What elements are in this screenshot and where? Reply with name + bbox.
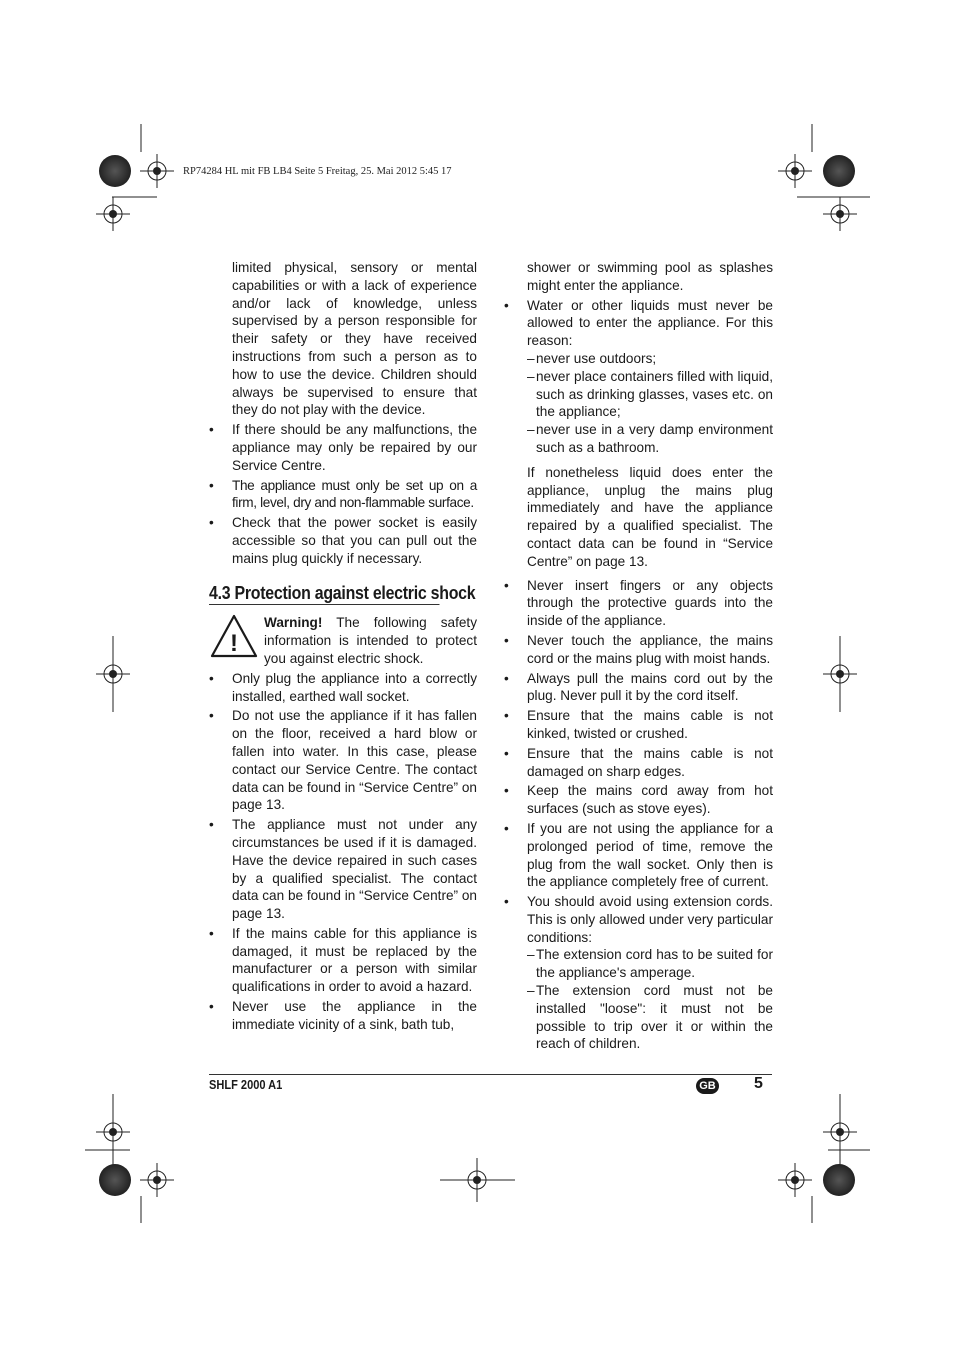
list-item — [209, 998, 477, 1034]
list-item-text: The appliance must not under any circumstances be used if it is damaged. Have the device repaired in such cases by a qualified specialist. The contact data can be found in “Service Centre” on page 13. — [232, 817, 477, 922]
warning-text: The following safety information is intended to protect you against electric shock. — [264, 615, 477, 666]
list-item — [504, 297, 773, 350]
bullet-icon: • — [504, 632, 509, 648]
bullet-icon: • — [504, 670, 509, 686]
bullet-icon: • — [504, 820, 509, 836]
bullet-icon: • — [209, 708, 214, 724]
bullet-icon: • — [209, 670, 214, 686]
dash-icon: – — [527, 422, 535, 438]
warning-triangle-icon — [209, 613, 259, 659]
bullet-icon: • — [504, 783, 509, 799]
list-item — [504, 707, 773, 743]
dash-item — [504, 368, 773, 421]
list-item — [504, 893, 773, 946]
model-number: SHLF 2000 A1 — [209, 1077, 283, 1092]
bullet-icon: • — [209, 999, 214, 1015]
bullet-icon: • — [504, 297, 509, 313]
dash-item-text: The extension cord has to be suited for the appliance's amperage. — [536, 947, 773, 981]
list-item — [209, 925, 477, 996]
list-item-text: The appliance must only be set up on a firm, level, dry and non-flammable surface. — [232, 477, 477, 511]
list-item-text: Never insert fingers or any objects through the protective guards into the inside of the appliance. — [527, 577, 773, 629]
warning-label: Warning! — [264, 615, 323, 631]
list-item — [209, 816, 477, 923]
list-item — [209, 477, 477, 513]
list-item — [504, 577, 773, 630]
list-item-text: Always pull the mains cord out by the plug. Never pull it by the cord itself. — [527, 670, 773, 704]
footer-rule — [209, 1074, 772, 1075]
bullet-icon: • — [504, 577, 509, 593]
list-item-text: Never use the appliance in the immediate vicinity of a sink, bath tub, — [232, 999, 477, 1032]
dash-icon: – — [527, 983, 535, 999]
list-item — [504, 782, 773, 818]
intro-paragraph: limited physical, sensory or mental capabilities or with a lack of experience and/or lack of knowledge, unless supervised by a person responsible for their safety or they have received instructions from such a person as to how to use the device. Children should always be supervised to ensure that they do not play with the device. — [232, 260, 477, 418]
dash-item — [504, 350, 773, 368]
print-header: RP74284 HL mit FB LB4 Seite 5 Freitag, 25. Mai 2012 5:45 17 — [183, 166, 452, 177]
dash-icon: – — [527, 368, 535, 384]
section-heading: 4.3 Protection against electric shock — [209, 584, 439, 606]
bullet-icon: • — [504, 745, 509, 761]
list-item-text: Check that the power socket is easily accessible so that you can pull out the mains plug quickly if necessary. — [232, 515, 477, 566]
list-item — [209, 670, 477, 706]
list-item — [504, 632, 773, 668]
list-item-text: Ensure that the mains cable is not kinked, twisted or crushed. — [527, 708, 773, 741]
language-badge: GB — [696, 1078, 719, 1094]
bullet-icon: • — [209, 477, 214, 493]
list-item-text: You should avoid using extension cords. This is only allowed under very particular conditions: — [527, 894, 773, 945]
dash-icon: – — [527, 350, 535, 366]
list-item — [209, 514, 477, 567]
continuation-paragraph: shower or swimming pool as splashes might enter the appliance. — [527, 260, 773, 293]
list-item — [209, 421, 477, 474]
left-column — [209, 259, 477, 1034]
list-item-text: Do not use the appliance if it has fallen on the floor, received a hard blow or fallen into water. In this case, please contact our Service Centre. The contact data can be found in “Service Centre” on page 13. — [232, 708, 477, 813]
warning-box — [209, 614, 477, 667]
bullet-icon: • — [504, 708, 509, 724]
bullet-icon: • — [209, 422, 214, 438]
dash-item — [504, 946, 773, 982]
bullet-icon: • — [209, 817, 214, 833]
list-item-text: Only plug the appliance into a correctly installed, earthed wall socket. — [232, 670, 477, 704]
followup-paragraph: If nonetheless liquid does enter the appliance, unplug the mains plug immediately and have the appliance repaired by a qualified specialist. The contact data can be found in “Service Centre” on page 13. — [527, 464, 773, 569]
list-item — [504, 820, 773, 891]
list-item-text: If the mains cable for this appliance is damaged, it must be replaced by the manufacturer or a person with similar qualifications in order to avoid a hazard. — [232, 925, 477, 995]
right-column — [504, 259, 773, 1053]
dash-item — [504, 421, 773, 457]
bullet-icon: • — [504, 894, 509, 910]
list-item-text: Ensure that the mains cable is not damaged on sharp edges. — [527, 745, 773, 779]
list-item-text: Never touch the appliance, the mains cord or the mains plug with moist hands. — [527, 632, 773, 666]
dash-icon: – — [527, 947, 535, 963]
list-item-text: If you are not using the appliance for a prolonged period of time, remove the plug from the wall socket. Only then is the appliance completely free of current. — [527, 820, 773, 890]
bullet-icon: • — [209, 925, 214, 941]
list-item — [504, 745, 773, 781]
svg-text:!: ! — [230, 630, 238, 658]
dash-item-text: never place containers filled with liquid, such as drinking glasses, vases etc. on the appliance; — [536, 368, 773, 420]
dash-item — [504, 982, 773, 1053]
list-item — [504, 670, 773, 706]
dash-item-text: never use outdoors; — [536, 350, 657, 366]
list-item — [209, 707, 477, 814]
list-item-text: If there should be any malfunctions, the appliance may only be repaired by our Service Centre. — [232, 422, 477, 473]
dash-item-text: The extension cord must not be installed "loose": it must not be possible to trip over it or within the reach of children. — [536, 983, 773, 1052]
list-item-text: Water or other liquids must never be allowed to enter the appliance. For this reason: — [527, 297, 773, 349]
list-item-text: Keep the mains cord away from hot surfaces (such as stove eyes). — [527, 783, 773, 817]
dash-item-text: never use in a very damp environment such as a bathroom. — [536, 422, 773, 455]
bullet-icon: • — [209, 515, 214, 531]
page-number: 5 — [754, 1075, 763, 1092]
